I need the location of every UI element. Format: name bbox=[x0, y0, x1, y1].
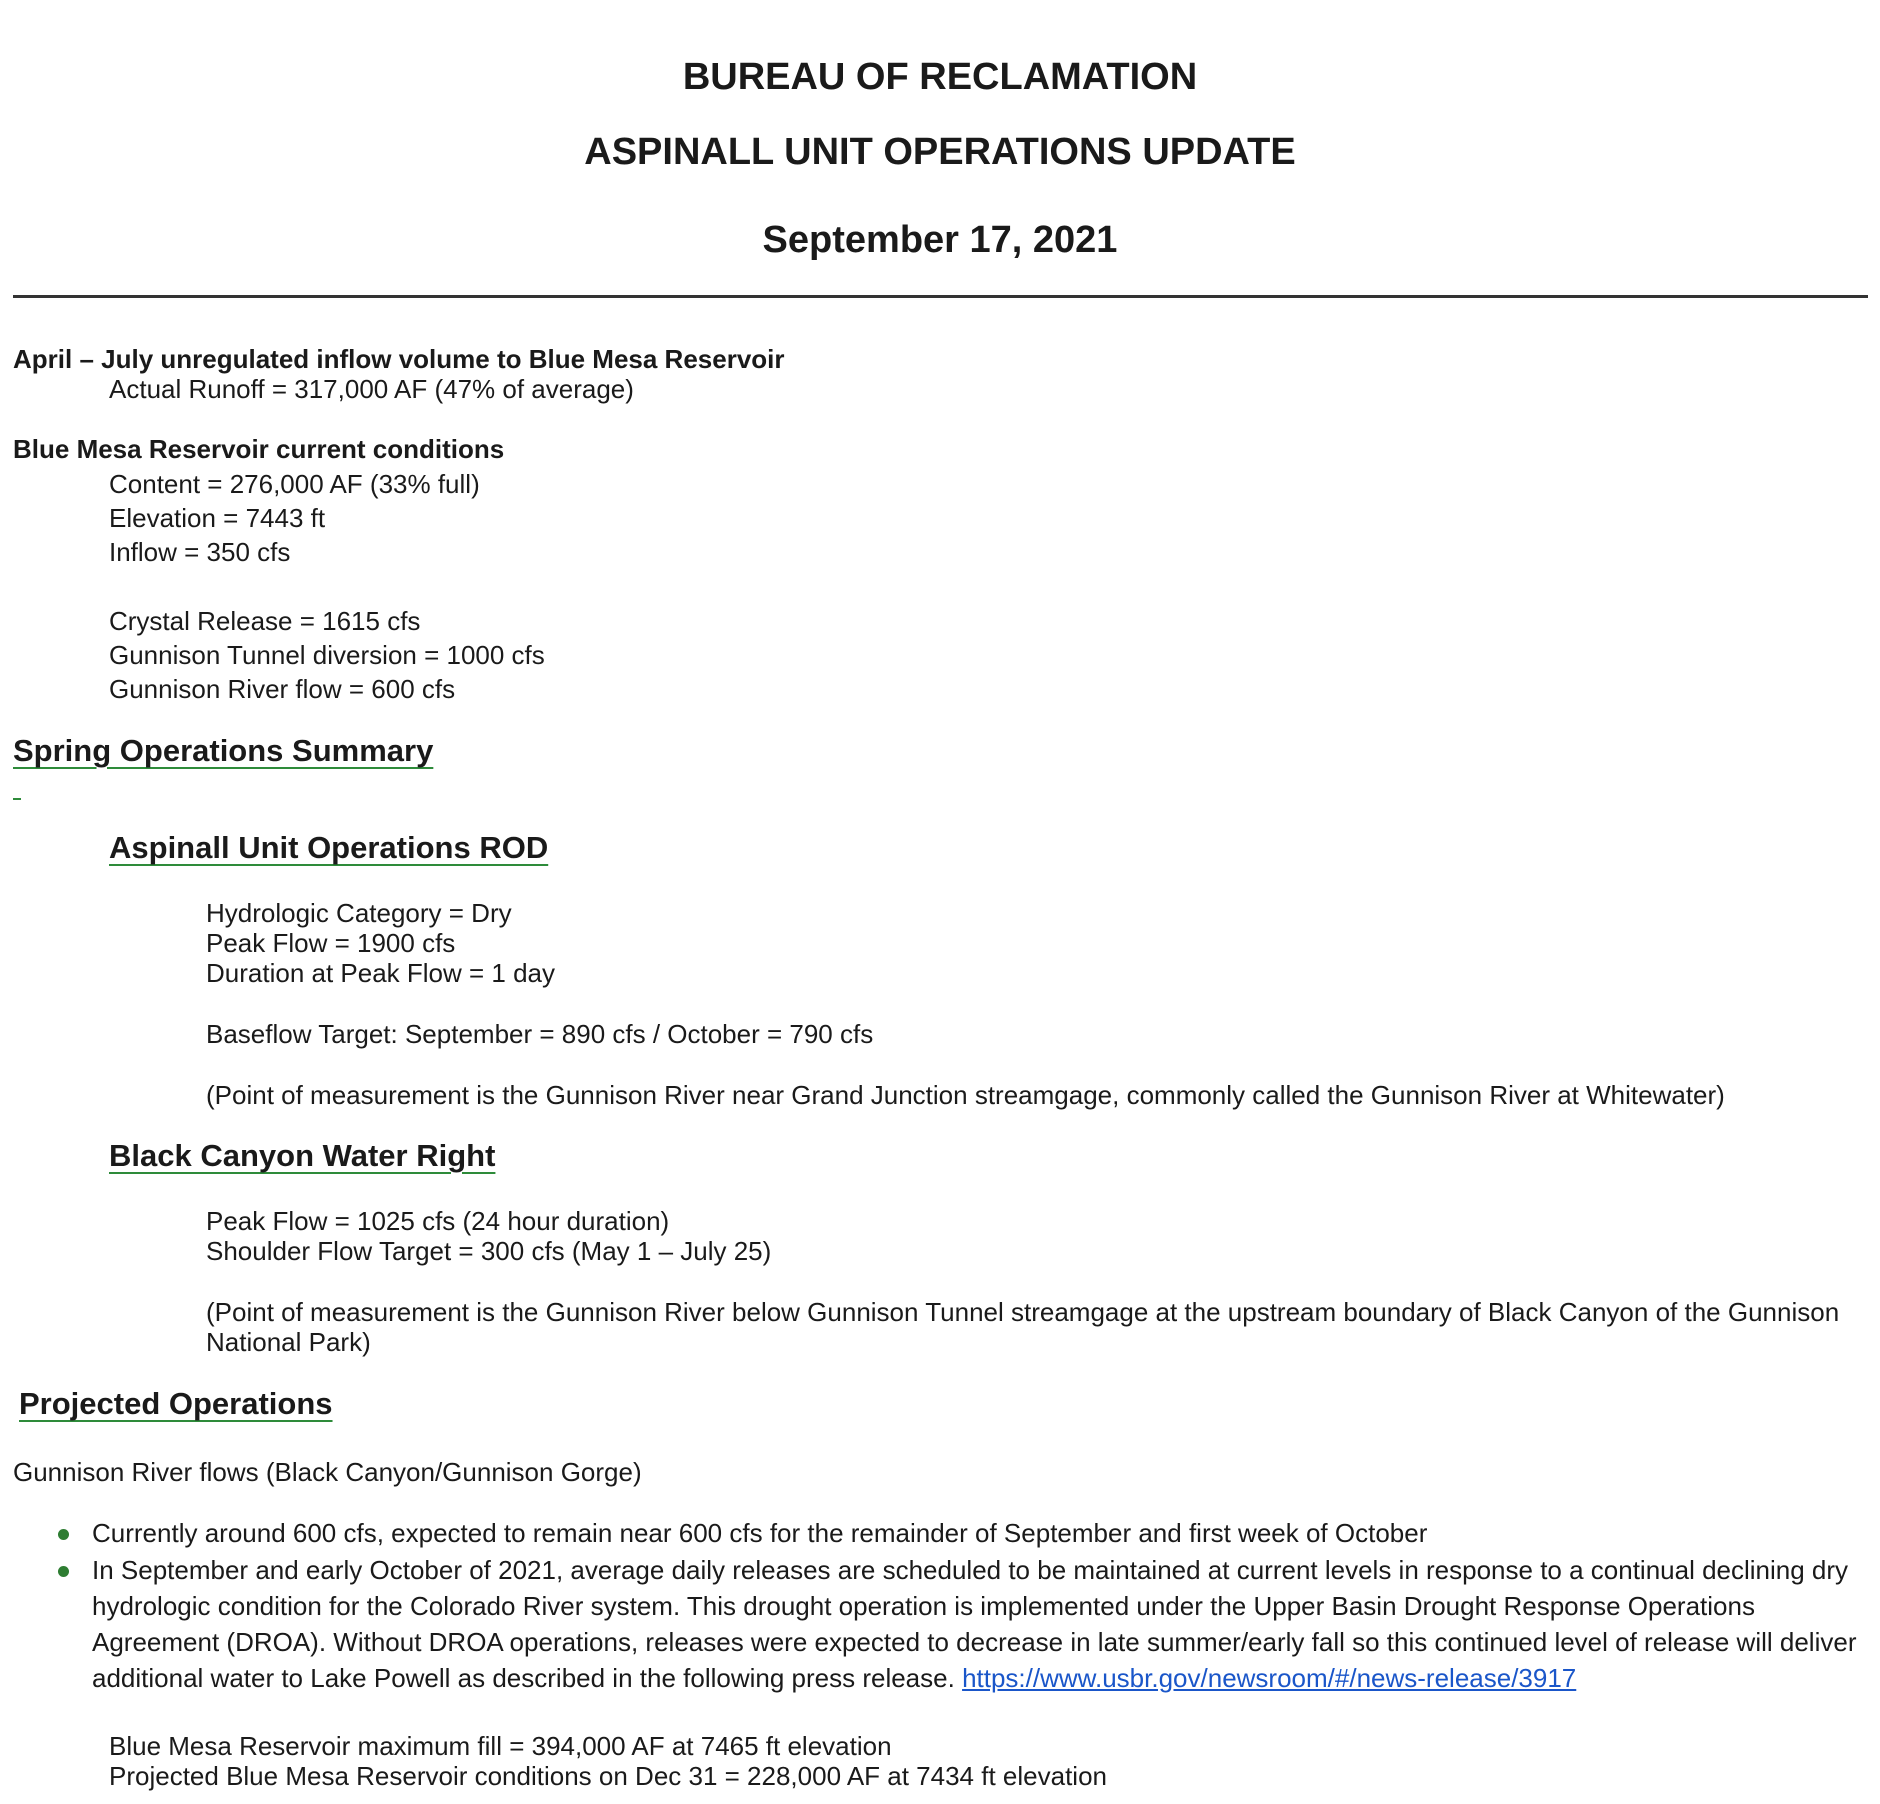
spring-operations-heading: Spring Operations Summary bbox=[13, 733, 434, 768]
droa-text: In September and early October of 2021, average daily releases are scheduled to be maintained at current levels in response to a continual declining dry hydrologic condition for the Colorado River system. This drought operation is implemented under the Upper Basin Drought Response Operations Agreement (DROA). Without DROA operations, releases were expected to decrease in late summer/early fall so this continued level of release will deliver additional water to Lake Powell as described in the following press release. bbox=[92, 1555, 1857, 1693]
actual-runoff: Actual Runoff = 317,000 AF (47% of average) bbox=[109, 374, 634, 404]
peak-duration: Duration at Peak Flow = 1 day bbox=[206, 958, 556, 988]
content-value: Content = 276,000 AF (33% full) bbox=[109, 469, 480, 499]
black-canyon-measurement-line1: (Point of measurement is the Gunnison River below Gunnison Tunnel streamgage at the upstream boundary of Black Canyon of the Gunnison bbox=[206, 1297, 1840, 1327]
projected-operations-heading: Projected Operations bbox=[19, 1386, 333, 1421]
inflow-value: Inflow = 350 cfs bbox=[109, 537, 291, 567]
document-date: September 17, 2021 bbox=[762, 219, 1118, 261]
conditions-heading: Blue Mesa Reservoir current conditions bbox=[13, 434, 505, 464]
press-release-link[interactable]: https://www.usbr.gov/newsroom/#/news-release/3917 bbox=[962, 1663, 1577, 1693]
agency-heading: BUREAU OF RECLAMATION bbox=[682, 56, 1198, 98]
gunnison-flows-subheading: Gunnison River flows (Black Canyon/Gunnison Gorge) bbox=[13, 1457, 642, 1487]
rod-heading: Aspinall Unit Operations ROD bbox=[109, 830, 549, 865]
bullet-current-flow: Currently around 600 cfs, expected to remain near 600 cfs for the remainder of September and first week of October bbox=[92, 1518, 1428, 1548]
dec31-projection: Projected Blue Mesa Reservoir conditions on Dec 31 = 228,000 AF at 7434 ft elevation bbox=[109, 1761, 1107, 1791]
tunnel-diversion-value: Gunnison Tunnel diversion = 1000 cfs bbox=[109, 640, 545, 670]
black-canyon-heading: Black Canyon Water Right bbox=[109, 1138, 496, 1173]
bullet-dot bbox=[58, 1529, 69, 1540]
bullet-droa-paragraph bbox=[92, 1552, 1872, 1696]
inflow-heading: April – July unregulated inflow volume to Blue Mesa Reservoir bbox=[13, 344, 785, 374]
elevation-value: Elevation = 7443 ft bbox=[109, 503, 326, 533]
rod-peak-flow: Peak Flow = 1900 cfs bbox=[206, 928, 456, 958]
crystal-release-value: Crystal Release = 1615 cfs bbox=[109, 606, 421, 636]
river-flow-value: Gunnison River flow = 600 cfs bbox=[109, 674, 456, 704]
black-canyon-peak-flow: Peak Flow = 1025 cfs (24 hour duration) bbox=[206, 1206, 670, 1236]
black-canyon-measurement-line2: National Park) bbox=[206, 1327, 371, 1357]
bullet-dot bbox=[58, 1566, 69, 1577]
document-title: ASPINALL UNIT OPERATIONS UPDATE bbox=[584, 131, 1296, 173]
rod-measurement-note: (Point of measurement is the Gunnison River near Grand Junction streamgage, commonly called the Gunnison River at Whitewater) bbox=[206, 1080, 1725, 1110]
shoulder-flow-target: Shoulder Flow Target = 300 cfs (May 1 – July 25) bbox=[206, 1236, 772, 1266]
max-fill: Blue Mesa Reservoir maximum fill = 394,000 AF at 7465 ft elevation bbox=[109, 1731, 892, 1761]
header-divider bbox=[13, 295, 1868, 298]
baseflow-target: Baseflow Target: September = 890 cfs / October = 790 cfs bbox=[206, 1019, 874, 1049]
underline-mark bbox=[13, 798, 21, 800]
hydrologic-category: Hydrologic Category = Dry bbox=[206, 898, 512, 928]
